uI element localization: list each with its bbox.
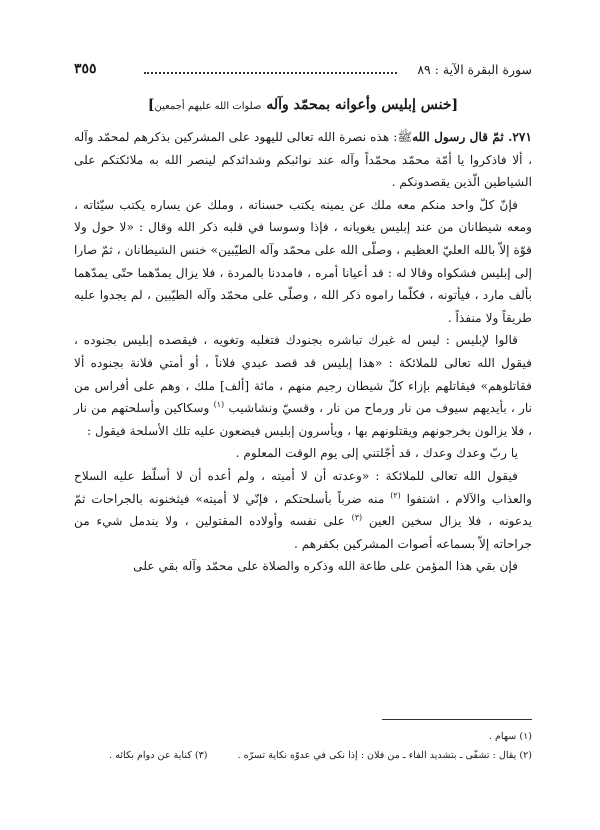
paragraph-5-text-a: فيقول الله تعالى للملائكة : «وعدته أن لا أميته ، ولم أعده أن لا أسلّط عليه السلاح والعذاب والآلام ، اشتفوا xyxy=(74,468,532,506)
section-title-close: ] xyxy=(147,97,155,113)
footnotes xyxy=(74,727,532,765)
section-title-salawat: صلوات الله عليهم أجمعين xyxy=(154,101,262,112)
body-text xyxy=(74,126,532,578)
paragraph-3-text-a: قالوا لإبليس : ليس له غيرك تباشره بجنودك فتغلبه وتغويه ، فيقصده إبليس بجنوده ، فيقول الله تعالى للملائكة : «هذا إبليس قد قصد عبدي فلاناً ، أو أمتي فلانة بجنوده ألا فقاتلوهم» فيقاتلهم بإزاء كلّ شيطان رجيم منهم ، مائة [ألف] ملك ، وهم على أفراس من نار ، بأيديهم سيوف من نار ورماح من نار ، وقسيّ ونشاشيب xyxy=(74,333,532,416)
paragraph-1-lead: ٢٧١. ثمّ قال رسول الله xyxy=(412,130,532,144)
section-title xyxy=(74,97,532,113)
paragraph-3-text-b: وسكاكين وأسلحتهم من نار ، فلا يزالون يخرجونهم ويقتلونهم بها ، ويأسرون إبليس فيضعون عليه تلك الأسلحة فيقول : xyxy=(74,401,532,438)
section-title-text: [خنس إبليس وأعوانه بمحمّد وآله xyxy=(261,97,459,113)
paragraph-2: فإنّ كلّ واحد منكم معه ملك عن يمينه يكتب حسناته ، وملك عن يساره يكتب سيّئاته ، ومعه شيطانان من عند إبليس يغويانه ، فإذا وسوسا في قلبه ذكر الله وقال : «لا حول ولا قوّة إلاّ بالله العليّ العظيم ، وصلّى الله على محمّد وآله الطيّبين» خنس الشيطانان ، ثمّ صارا إلى إبليس فشكواه وقالا له : قد أعيانا أمره ، فامددنا بالمردة ، فلا يزال يمدّهما حتّى يمدّهما بألف مارد ، فيأتونه ، فكلّما راموه ذكر الله ، وصلّى على محمّد وآله الطيّبين ، لم يجدوا عليه طريقاً ولا منفذاً . xyxy=(74,197,532,325)
footnote-3: (٣) كناية عن دوام بكائه . xyxy=(109,750,208,761)
footnote-row-2 xyxy=(74,746,532,765)
paragraph-4: يا ربّ وعدك وعدك ، قد أجّلتني إلى يوم الوقت المعلوم . xyxy=(235,446,518,461)
header-dotted-rule xyxy=(144,72,397,74)
paragraph-3 xyxy=(74,329,532,442)
page-header xyxy=(74,62,532,84)
paragraph-1-text: ﷺ: هذه نصرة الله تعالى لليهود على المشركين بذكرهم لمحمّد وآله ، ألا فاذكروا يا أمّة محمّد محمّداً وآله عند نوائبكم وشدائدكم لينصر الله به ملائكتكم على الشياطين الّذين يقصدونكم . xyxy=(74,130,532,190)
footnote-2: (٢) يقال : تشفّى ـ بتشديد الفاء ـ من فلان : إذا نكى في عدوّه نكاية تسرّه . xyxy=(237,750,532,761)
paragraph-6: فإن بقي هذا المؤمن على طاعة الله وذكره والصلاة على محمّد وآله بقي على xyxy=(133,559,518,574)
paragraph-5 xyxy=(74,465,532,555)
running-title: سورة البقرة الآية : ٨٩ xyxy=(417,62,532,77)
footnote-ref-1: (١) xyxy=(213,400,225,410)
paragraph-5-text-b: منه ضرباً بأسلحتكم ، فإنّي لا أميته» فيثخنونه بالجراحات ثمّ يدعونه ، فلا يزال سخين العين xyxy=(74,491,532,529)
paragraph-5-text-c: على نفسه وأولاده المقتولين ، ولا يندمل شيء من جراحاته إلاّ بسماعه أصوات المشركين بكفرهم . xyxy=(74,514,532,551)
page-number: ٣٥٥ xyxy=(74,61,97,77)
paragraph-1 xyxy=(74,126,532,194)
footnote-1: (١) سهام . xyxy=(488,731,532,742)
footnote-ref-3: (٣) xyxy=(351,513,363,523)
footnote-ref-2: (٢) xyxy=(390,490,401,500)
footnote-separator xyxy=(382,719,532,720)
